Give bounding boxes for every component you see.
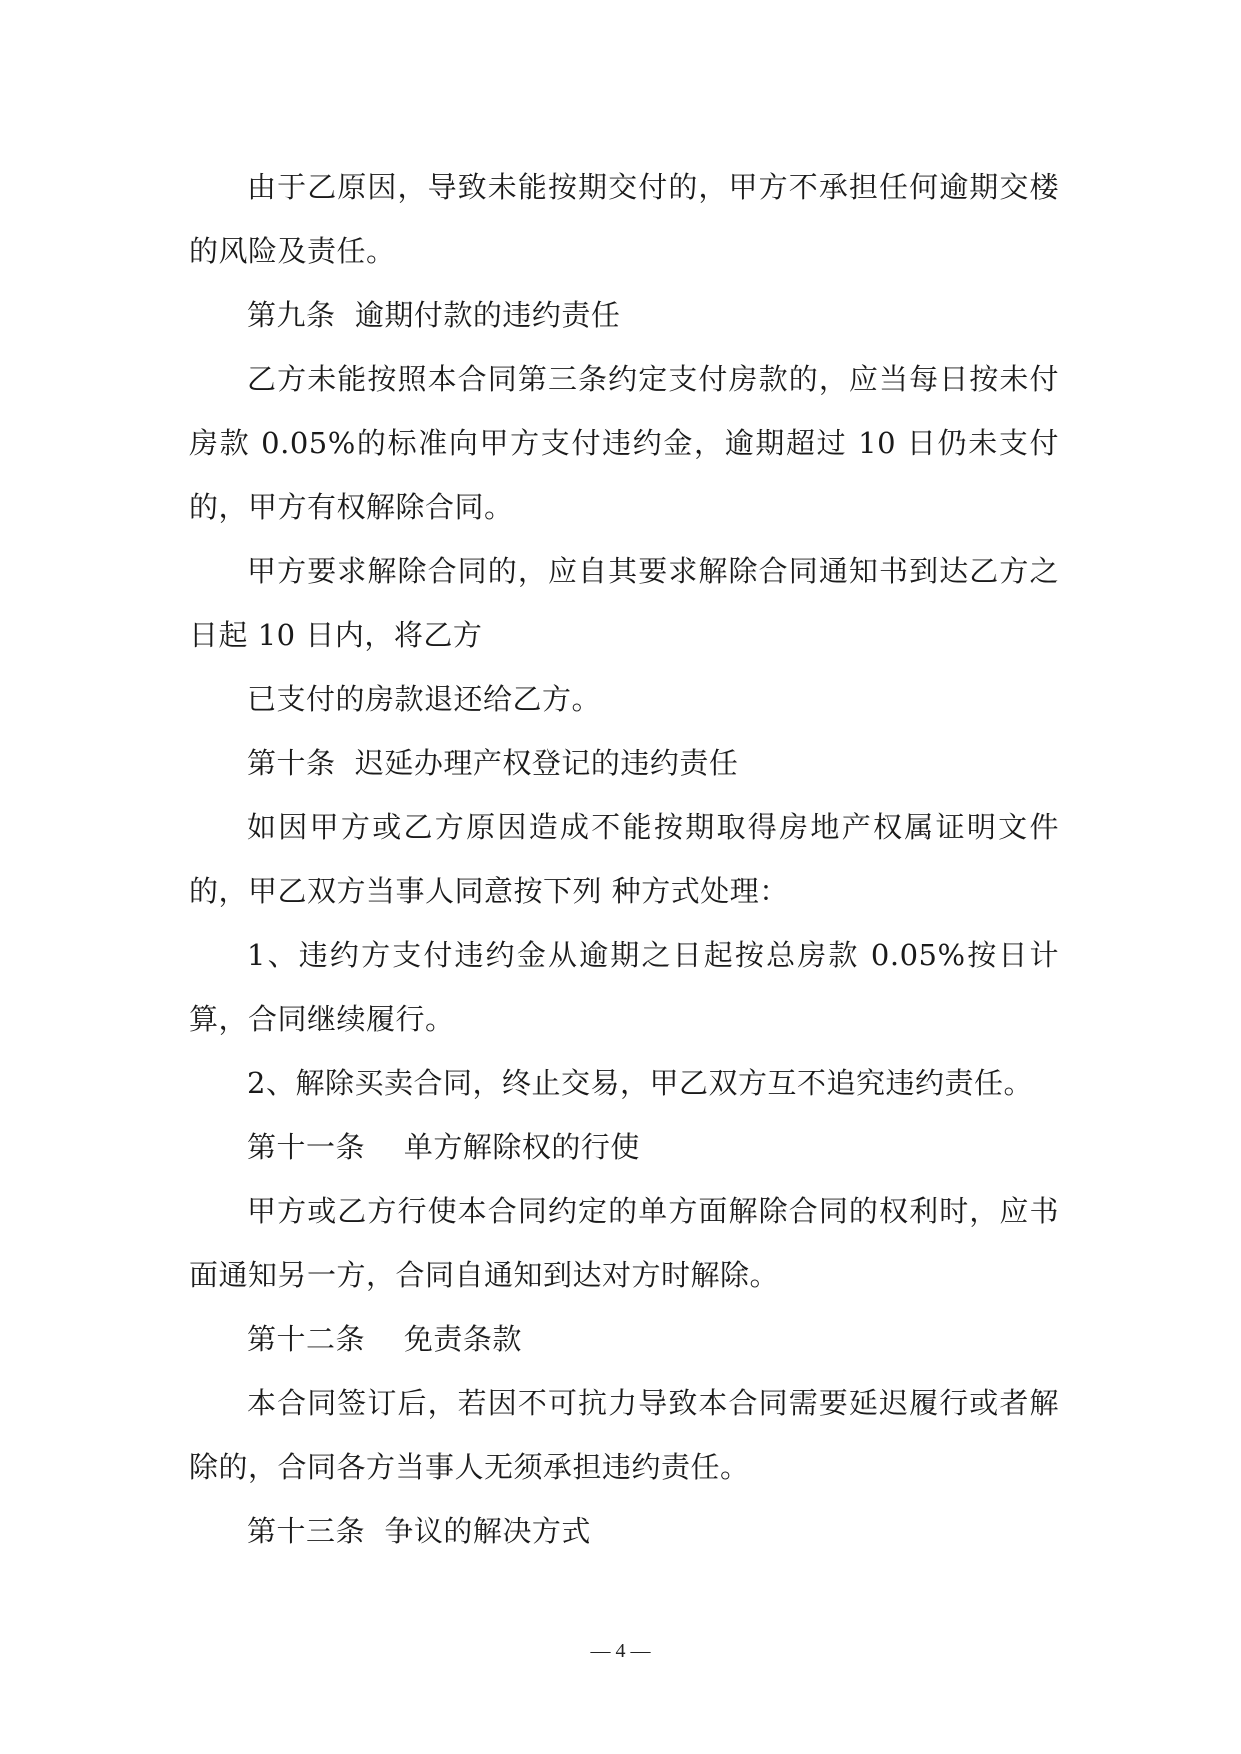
- page-number: — 4 —: [590, 1640, 651, 1662]
- paragraph-unilateral-termination: 甲方或乙方行使本合同约定的单方面解除合同的权利时，应书面通知另一方，合同自通知到达对方时解除。: [189, 1194, 1059, 1292]
- paragraph-title-registration-delay: 如因甲方或乙方原因造成不能按期取得房地产权属证明文件的，甲乙双方当事人同意按下列 种方式处理：: [189, 810, 1059, 908]
- paragraph-late-delivery-buyer-fault: 由于乙原因，导致未能按期交付的，甲方不承担任何逾期交楼的风险及责任。: [189, 170, 1059, 268]
- article-12-heading: 第十二条 免责条款: [247, 1322, 522, 1356]
- article-11-heading: 第十一条 单方解除权的行使: [247, 1130, 640, 1164]
- paragraph-option-2: 2、解除买卖合同，终止交易，甲乙双方互不追究违约责任。: [247, 1066, 1033, 1100]
- paragraph-refund-paid-amount: 已支付的房款退还给乙方。: [247, 682, 602, 716]
- paragraph-option-1: 1、违约方支付违约金从逾期之日起按总房款 0.05%按日计算，合同继续履行。: [189, 938, 1059, 1036]
- article-13-heading: 第十三条 争议的解决方式: [247, 1514, 591, 1548]
- paragraph-contract-termination-refund: 甲方要求解除合同的，应自其要求解除合同通知书到达乙方之日起 10 日内，将乙方: [189, 554, 1059, 652]
- paragraph-late-payment-penalty: 乙方未能按照本合同第三条约定支付房款的，应当每日按未付房款 0.05%的标准向甲方支付违约金，逾期超过 10 日仍未支付的，甲方有权解除合同。: [189, 362, 1059, 524]
- document-body: [189, 155, 1059, 1563]
- article-10-heading: 第十条 迟延办理产权登记的违约责任: [247, 746, 739, 780]
- paragraph-force-majeure: 本合同签订后，若因不可抗力导致本合同需要延迟履行或者解除的，合同各方当事人无须承担违约责任。: [189, 1386, 1059, 1484]
- article-9-heading: 第九条 逾期付款的违约责任: [247, 298, 621, 332]
